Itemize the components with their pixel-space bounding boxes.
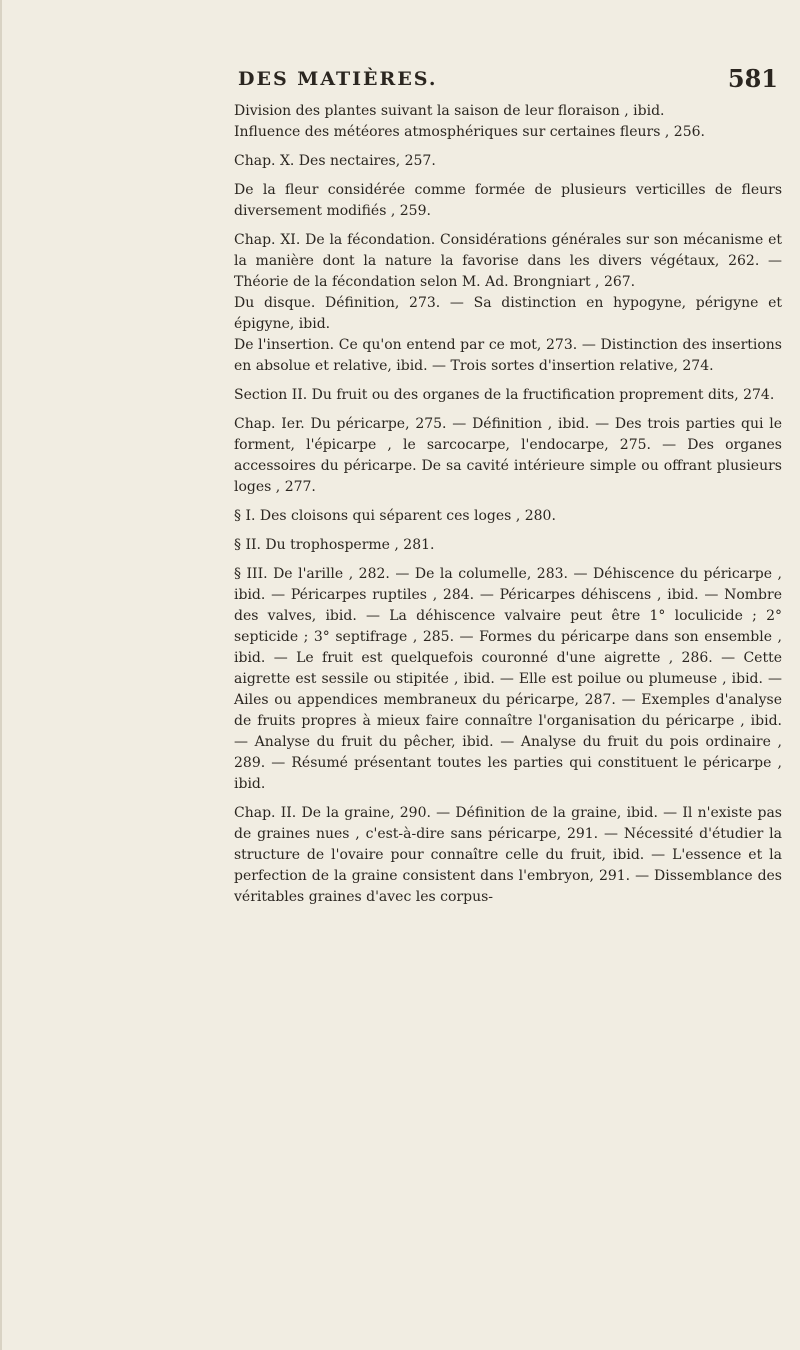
toc-entry: Chap. Ier. Du péricarpe, 275. — Définition , ibid. — Des trois parties qui le forment, l'épicarpe , le sarcocarpe, l'endocarpe, 275. — Des organes accessoires du péricarpe. De sa cavité intérieure simple ou offrant plusieurs loges , 277. [234,416,782,495]
toc-entry: § II. Du trophosperme , 281. [234,537,435,553]
toc-entry: Influence des météores atmosphériques sur certaines fleurs , 256. [234,124,705,140]
toc-entry: De la fleur considérée comme formée de plusieurs verticilles de fleurs diversement modifiés , 259. [234,182,782,219]
toc-entry: Du disque. Définition, 273. — Sa distinction en hypogyne, périgyne et épigyne, ibid. [234,295,782,332]
running-title: DES MATIÈRES. [238,68,438,90]
toc-entry: Chap. X. Des nectaires, 257. [234,153,436,169]
toc-entry: Chap. XI. De la fécondation. Considérations générales sur son mécanisme et la manière dont la nature la favorise dans les divers végétaux, 262. — Théorie de la fécondation selon M. Ad. Brongniart , 267. [234,232,782,290]
toc-entry: De l'insertion. Ce qu'on entend par ce mot, 273. — Distinction des insertions en absolue et relative, ibid. — Trois sortes d'insertion relative, 274. [234,337,782,374]
page-header [42,64,782,98]
table-of-contents-text [234,101,782,908]
toc-entry: Section II. Du fruit ou des organes de la fructification proprement dits, 274. [234,387,775,403]
toc-entry: Division des plantes suivant la saison de leur floraison , ibid. [234,103,665,119]
toc-entry: § III. De l'arille , 282. — De la columelle, 283. — Déhiscence du péricarpe , ibid. — Péricarpes ruptiles , 284. — Péricarpes déhiscens , ibid. — Nombre des valves, ibid. — La déhiscence valvaire peut être 1° loculicide ; 2° septicide ; 3° septifrage , 285. — Formes du péricarpe dans son ensemble , ibid. — Le fruit est quelquefois couronné d'une aigrette , 286. — Cette aigrette est sessile ou stipitée , ibid. — Elle est poilue ou plumeuse , ibid. — Ailes ou appendices membraneux du péricarpe, 287. — Exemples d'analyse de fruits propres à mieux faire connaître l'organisation du péricarpe , ibid. — Analyse du fruit du pêcher, ibid. — Analyse du fruit du pois ordinaire , 289. — Résumé présentant toutes les parties qui constituent le péricarpe , ibid. [234,566,782,792]
toc-entry: § I. Des cloisons qui séparent ces loges , 280. [234,508,556,524]
page-number: 581 [727,64,778,93]
toc-entry: Chap. II. De la graine, 290. — Définition de la graine, ibid. — Il n'existe pas de graines nues , c'est-à-dire sans péricarpe, 291. — Nécessité d'étudier la structure de l'ovaire pour connaître celle du fruit, ibid. — L'essence et la perfection de la graine consistent dans l'embryon, 291. — Dissemblance des véritables graines d'avec les corpus- [234,805,782,905]
